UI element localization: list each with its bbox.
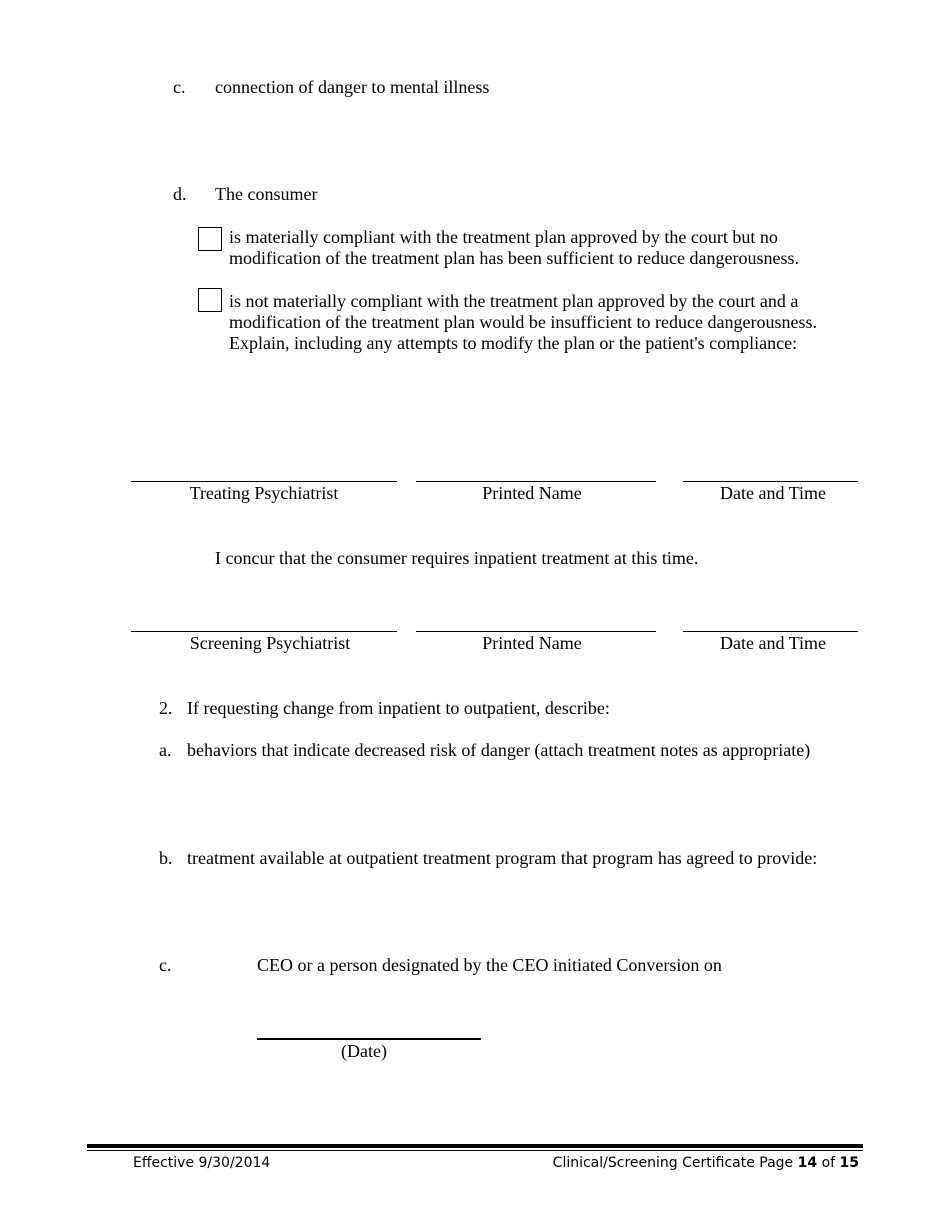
footer-rule-thin [87,1150,863,1151]
screening-date-time-line[interactable] [683,631,858,632]
not-compliant-option-line1: is not materially compliant with the treatment plan approved by the court and a [229,291,799,311]
conversion-date-line[interactable] [257,1038,481,1040]
item-c-marker: c. [173,77,186,97]
section-2-heading: If requesting change from inpatient to outpatient, describe: [187,698,610,718]
not-compliant-checkbox[interactable] [198,288,222,312]
item-c-text: connection of danger to mental illness [215,77,490,97]
screening-psychiatrist-label: Screening Psychiatrist [189,633,351,653]
footer-rule-thick [87,1144,863,1148]
screening-printed-name-label: Printed Name [482,633,582,653]
compliant-checkbox[interactable] [198,227,222,251]
not-compliant-option-line2: modification of the treatment plan would be insufficient to reduce dangerousness. [229,312,817,332]
treating-date-time-label: Date and Time [720,483,826,503]
conversion-date-label: (Date) [341,1041,387,1061]
footer-effective-date: Effective 9/30/2014 [133,1155,271,1171]
footer-page-total: 15 [839,1155,859,1171]
section-2a-marker: a. [159,740,172,760]
treating-psychiatrist-signature-line[interactable] [131,481,397,482]
footer-page-current: 14 [797,1155,818,1171]
treating-printed-name-line[interactable] [416,481,656,482]
screening-printed-name-line[interactable] [416,631,656,632]
screening-psychiatrist-signature-line[interactable] [131,631,397,632]
item-d-text: The consumer [215,184,318,204]
section-2b-text: treatment available at outpatient treatment program that program has agreed to provide: [187,848,818,868]
screening-date-time-label: Date and Time [720,633,826,653]
not-compliant-option-line3: Explain, including any attempts to modify the plan or the patient's compliance: [229,333,798,353]
section-2-marker: 2. [159,698,173,718]
concur-statement: I concur that the consumer requires inpatient treatment at this time. [215,548,699,568]
section-2b-marker: b. [159,848,173,868]
footer-page-prefix: Clinical/Screening Certificate Page [552,1155,794,1171]
section-2c-marker: c. [159,955,172,975]
section-2a-text: behaviors that indicate decreased risk of danger (attach treatment notes as appropriate) [187,740,811,760]
treating-date-time-line[interactable] [683,481,858,482]
compliant-option-line1: is materially compliant with the treatment plan approved by the court but no [229,227,778,247]
compliant-option-line2: modification of the treatment plan has been sufficient to reduce dangerousness. [229,248,799,268]
footer-page-info [553,1154,859,1172]
section-2c-text: CEO or a person designated by the CEO initiated Conversion on [257,955,722,975]
item-d-marker: d. [173,184,187,204]
treating-psychiatrist-label: Treating Psychiatrist [189,483,339,503]
footer-page-of: of [821,1155,836,1171]
treating-printed-name-label: Printed Name [482,483,582,503]
